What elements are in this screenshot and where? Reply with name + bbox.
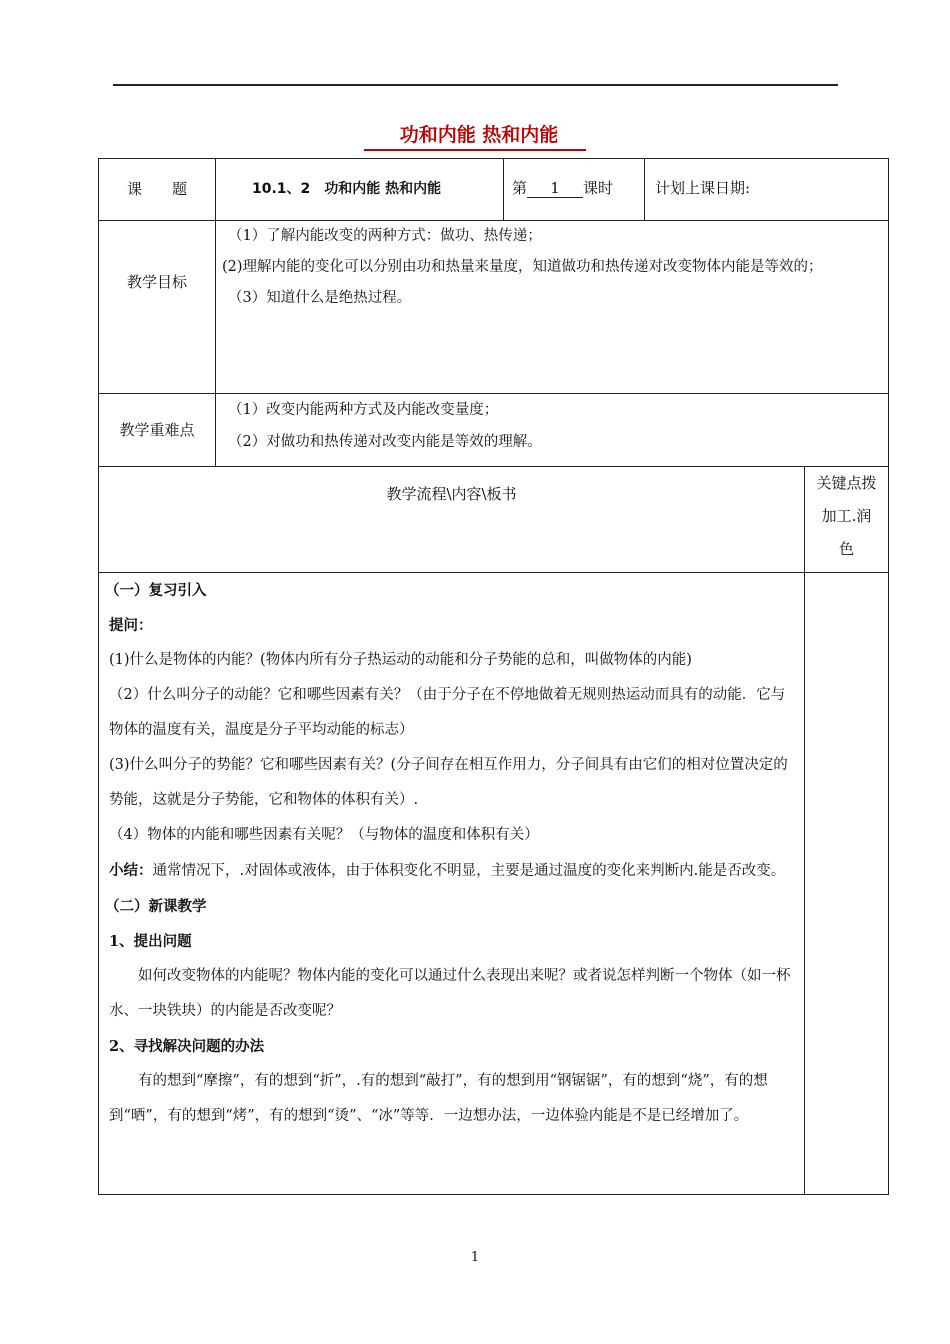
document-title: 功和内能 热和内能 (0, 120, 950, 151)
topic-label: 课 题 (126, 180, 187, 198)
objectives-label: 教学目标 (126, 273, 187, 291)
plan-date-label: 计划上课日期: (655, 179, 751, 197)
side-notes-cell (804, 572, 889, 1195)
lesson-cell (503, 158, 645, 221)
subsection-title: 2、寻找解决问题的办法 (109, 1038, 265, 1055)
side-header-cell (804, 466, 889, 573)
keypoints-content (215, 393, 889, 467)
objective-item: （1）了解内能改变的两种方式：做功、热传递； (228, 228, 542, 244)
subsection-title: 1、提出问题 (109, 933, 192, 950)
lesson-number: 1 (527, 179, 583, 198)
objective-item: （3）知道什么是绝热过程。 (228, 290, 412, 306)
question-item: （4）物体的内能和哪些因素有关呢？（与物体的温度和体积有关） (109, 827, 539, 843)
objectives-content (215, 220, 889, 394)
content-cell (98, 572, 805, 1195)
objectives-label-cell (98, 220, 216, 394)
question-item: (3)什么叫分子的势能？它和哪些因素有关？(分子间存在相互作用力，分子间具有由它们的相对位置决定的势能，这就是分子势能，它和物体的体积有关）. (109, 757, 788, 808)
question-label: 提问： (109, 617, 153, 634)
lesson-suffix: 课时 (583, 179, 614, 197)
side-header-line: 色 (838, 540, 854, 558)
topic-value-cell (215, 158, 504, 221)
page-number: 1 (470, 1250, 480, 1265)
question-item: (1)什么是物体的内能？(物体内所有分子热运动的动能和分子势能的总和，叫做物体的内能) (109, 652, 692, 668)
side-header-line: 加工.润 (821, 507, 872, 525)
question-item: （2）什么叫分子的动能？它和哪些因素有关？（由于分子在不停地做着无规则热运动而具有的动能．它与物体的温度有关，温度是分子平均动能的标志） (109, 687, 786, 738)
objective-item: (2)理解内能的变化可以分别由功和热量来量度，知道做功和热传递对改变物体内能是等效的； (222, 259, 823, 275)
paragraph: 有的想到“摩擦”，有的想到“折”，.有的想到“敲打”，有的想到用“钢锯锯”，有的想到“烧”，有的想到“晒”，有的想到“烤”，有的想到“烫”、“冰”等等．一边想办法，一边体验内能是不是已经增加了。 (109, 1073, 768, 1124)
keypoint-item: （1）改变内能两种方式及内能改变量度； (228, 402, 499, 418)
section-title: （二）新课教学 (105, 898, 207, 915)
lesson-prefix: 第 (512, 179, 528, 197)
paragraph: 如何改变物体的内能呢？物体内能的变化可以通过什么表现出来呢？或者说怎样判断一个物体（如一杯水、一块铁块）的内能是否改变呢？ (109, 968, 791, 1019)
side-header-line: 关键点拨 (816, 474, 877, 492)
summary-text: 通常情况下，.对固体或液体，由于体积变化不明显，主要是通过温度的变化来判断内.能是否改变。 (152, 863, 786, 879)
plan-date-cell (644, 158, 889, 221)
flow-header: 教学流程\内容\板书 (386, 485, 517, 503)
lesson-count (504, 159, 644, 217)
topic-value: 10.1、2 功和内能 热和内能 (252, 181, 442, 197)
keypoint-item: （2）对做功和热传递对改变内能是等效的理解。 (228, 434, 542, 450)
summary (109, 853, 796, 889)
summary-label: 小结： (109, 862, 153, 879)
header-rule (113, 84, 838, 86)
section-title: （一）复习引入 (105, 582, 207, 599)
flow-header-cell (98, 466, 805, 573)
keypoints-label: 教学重难点 (119, 421, 195, 439)
topic-label-cell (98, 158, 216, 221)
keypoints-label-cell (98, 393, 216, 467)
